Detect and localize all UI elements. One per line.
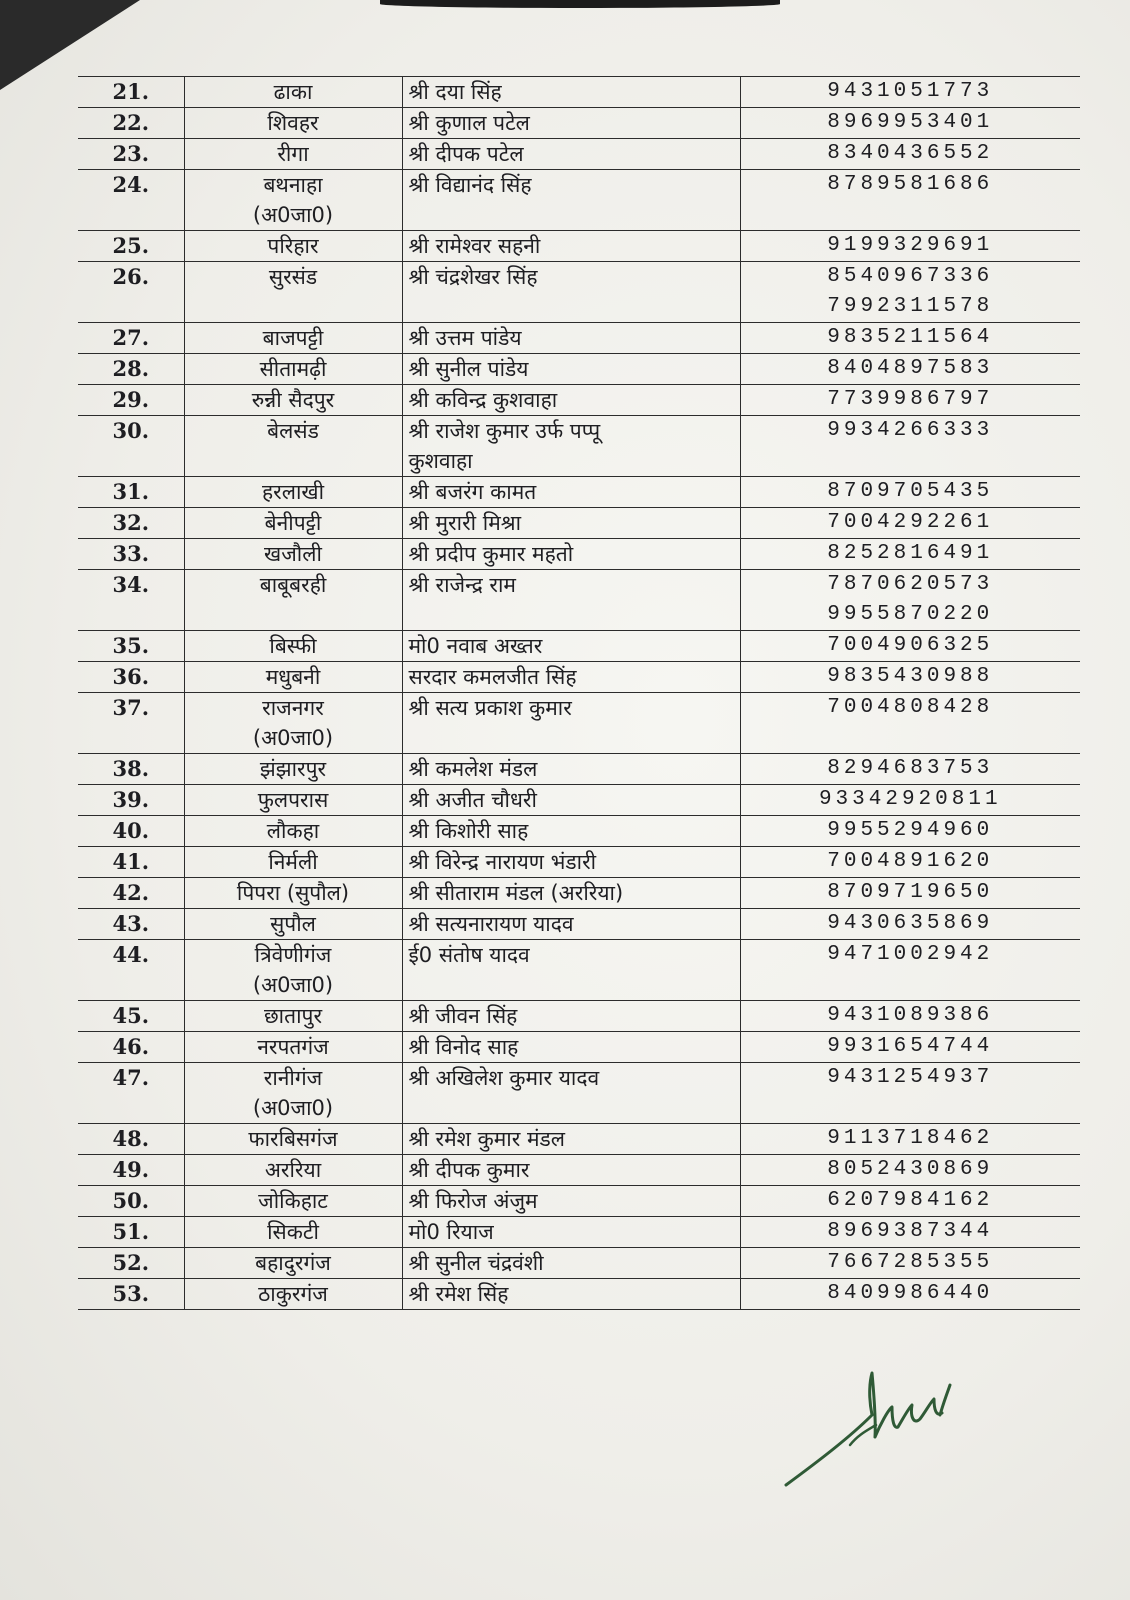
candidate-name-cell-line: श्री प्रदीप कुमार महतो (408, 542, 574, 566)
phone-number-cell (740, 139, 1080, 170)
phone-number-cell (740, 1186, 1080, 1217)
phone-number-cell-line: 8294683753 (827, 757, 994, 780)
serial-number: 27. (78, 323, 184, 354)
constituency-cell (184, 139, 402, 170)
constituency-cell (184, 1001, 402, 1032)
serial-number: 51. (78, 1217, 184, 1248)
table-row (78, 231, 1080, 262)
candidate-name-cell-line: श्री फिरोज अंजुम (408, 1189, 538, 1213)
serial-number: 23. (78, 139, 184, 170)
phone-number-cell-line: 9835430988 (827, 665, 994, 688)
phone-number-cell-line: 8789581686 (827, 173, 994, 196)
constituency-cell-line: लौकहा (266, 819, 320, 843)
table-row (78, 785, 1080, 816)
candidate-name-cell-line: श्री रमेश कुमार मंडल (408, 1127, 566, 1151)
constituency-cell-line: शिवहर (267, 111, 319, 135)
phone-number-cell-line: 9430635869 (827, 912, 994, 935)
candidate-name-cell (402, 785, 740, 816)
signature (780, 1365, 960, 1495)
candidate-name-cell (402, 909, 740, 940)
constituency-cell-line: सिकटी (267, 1220, 319, 1244)
constituency-cell-line: सीतामढ़ी (259, 357, 327, 381)
phone-number-cell-line: 7004808428 (827, 696, 994, 719)
table-row (78, 385, 1080, 416)
table-row (78, 139, 1080, 170)
phone-number-cell-line: 8052430869 (827, 1158, 994, 1181)
candidate-name-cell-line: श्री सत्यनारायण यादव (408, 912, 574, 936)
serial-number: 24. (78, 170, 184, 231)
constituency-cell-line: पिपरा (सुपौल) (236, 881, 350, 905)
table-row (78, 662, 1080, 693)
phone-number-cell-line: 8709719650 (827, 881, 994, 904)
constituency-cell (184, 231, 402, 262)
constituency-cell (184, 1032, 402, 1063)
phone-number-cell (740, 570, 1080, 631)
phone-number-cell-line: 8709705435 (827, 480, 994, 503)
table-row (78, 1248, 1080, 1279)
phone-number-cell (740, 1217, 1080, 1248)
candidate-name-cell-line: श्री कमलेश मंडल (408, 757, 538, 781)
constituency-cell-line: (अ0जा0) (252, 203, 334, 227)
serial-number: 42. (78, 878, 184, 909)
table-row (78, 539, 1080, 570)
serial-number: 45. (78, 1001, 184, 1032)
constituency-cell-line: फारबिसगंज (248, 1127, 338, 1151)
candidate-name-cell-line: श्री राजेश कुमार उर्फ पप्पू (408, 419, 601, 443)
candidate-name-cell-line: श्री सुनील पांडेय (408, 357, 529, 381)
table-row (78, 108, 1080, 139)
table-row (78, 477, 1080, 508)
phone-number-cell (740, 170, 1080, 231)
phone-number-cell (740, 1248, 1080, 1279)
serial-number: 30. (78, 416, 184, 477)
constituency-cell-line: बाजपट्टी (262, 326, 324, 350)
candidate-name-cell (402, 754, 740, 785)
serial-number: 28. (78, 354, 184, 385)
candidate-name-cell-line: श्री दीपक पटेल (408, 142, 524, 166)
phone-number-cell-line: 8252816491 (827, 542, 994, 565)
constituency-cell (184, 570, 402, 631)
candidate-name-cell-line: श्री सीताराम मंडल (अररिया) (408, 881, 624, 905)
phone-number-cell (740, 416, 1080, 477)
phone-number-cell (740, 385, 1080, 416)
phone-number-cell (740, 323, 1080, 354)
candidate-name-cell-line: श्री राजेन्द्र राम (408, 573, 516, 597)
constituency-cell (184, 477, 402, 508)
phone-number-cell (740, 477, 1080, 508)
candidate-name-cell-line: श्री सुनील चंद्रवंशी (408, 1251, 544, 1275)
candidate-name-cell-line: ई0 संतोष यादव (408, 943, 530, 967)
constituency-cell (184, 1248, 402, 1279)
constituency-cell-line: बाबूबरही (259, 573, 327, 597)
phone-number-cell (740, 631, 1080, 662)
phone-number-cell-line: 7004906325 (827, 634, 994, 657)
constituency-cell-line: रुन्नी सैदपुर (251, 388, 335, 412)
phone-number-cell (740, 693, 1080, 754)
table-row (78, 1155, 1080, 1186)
table-row (78, 570, 1080, 631)
constituency-cell-line: ढाका (273, 80, 313, 104)
candidate-name-cell-line: श्री अजीत चौधरी (408, 788, 537, 812)
phone-number-cell-line: 9934266333 (827, 419, 994, 442)
constituency-cell-line: बेलसंड (267, 419, 319, 443)
candidate-name-cell-line: श्री दया सिंह (408, 80, 502, 104)
serial-number: 41. (78, 847, 184, 878)
constituency-cell (184, 816, 402, 847)
constituency-cell-line: सुरसंड (268, 265, 318, 289)
candidate-name-cell-line: श्री रमेश सिंह (408, 1282, 509, 1306)
phone-number-cell (740, 940, 1080, 1001)
candidate-name-cell-line: श्री उत्तम पांडेय (408, 326, 522, 350)
table-row (78, 1124, 1080, 1155)
phone-number-cell-line: 9431089386 (827, 1004, 994, 1027)
phone-number-cell (740, 1001, 1080, 1032)
constituency-cell (184, 940, 402, 1001)
table-row (78, 1032, 1080, 1063)
phone-number-cell-line: 9835211564 (827, 326, 994, 349)
candidate-name-cell (402, 354, 740, 385)
constituency-cell-line: बहादुरगंज (255, 1251, 331, 1275)
candidate-name-cell-line: श्री सत्य प्रकाश कुमार (408, 696, 572, 720)
phone-number-cell (740, 662, 1080, 693)
candidate-name-cell (402, 170, 740, 231)
phone-number-cell-line: 7992311578 (827, 295, 994, 318)
candidate-name-cell-line: श्री कुणाल पटेल (408, 111, 530, 135)
table-row (78, 754, 1080, 785)
phone-number-cell (740, 231, 1080, 262)
phone-number-cell (740, 816, 1080, 847)
phone-number-cell-line: 7004891620 (827, 850, 994, 873)
constituency-cell (184, 1155, 402, 1186)
constituency-cell-line: झंझारपुर (259, 757, 327, 781)
constituency-cell (184, 262, 402, 323)
serial-number: 46. (78, 1032, 184, 1063)
serial-number: 38. (78, 754, 184, 785)
candidate-name-cell (402, 323, 740, 354)
serial-number: 53. (78, 1279, 184, 1310)
serial-number: 36. (78, 662, 184, 693)
candidate-name-cell-line: मो0 नवाब अख्तर (408, 634, 543, 658)
phone-number-cell (740, 1032, 1080, 1063)
phone-number-cell (740, 1279, 1080, 1310)
serial-number: 31. (78, 477, 184, 508)
candidate-name-cell (402, 416, 740, 477)
constituency-cell-line: अररिया (264, 1158, 322, 1182)
serial-number: 50. (78, 1186, 184, 1217)
phone-number-cell-line: 9955870220 (827, 603, 994, 626)
candidate-name-cell (402, 693, 740, 754)
serial-number: 29. (78, 385, 184, 416)
constituency-cell (184, 693, 402, 754)
serial-number: 25. (78, 231, 184, 262)
serial-number: 48. (78, 1124, 184, 1155)
candidate-name-cell (402, 477, 740, 508)
candidate-name-cell-line: श्री जीवन सिंह (408, 1004, 518, 1028)
phone-number-cell (740, 354, 1080, 385)
table-row (78, 1217, 1080, 1248)
phone-number-cell (740, 508, 1080, 539)
constituency-cell (184, 909, 402, 940)
constituency-cell (184, 1063, 402, 1124)
phone-number-cell-line: 8969387344 (827, 1220, 994, 1243)
candidate-name-cell (402, 231, 740, 262)
candidate-name-cell (402, 1155, 740, 1186)
phone-number-cell (740, 1155, 1080, 1186)
table-row (78, 416, 1080, 477)
constituency-cell-line: नरपतगंज (257, 1035, 329, 1059)
constituency-cell-line: रानीगंज (263, 1066, 323, 1090)
phone-number-cell (740, 262, 1080, 323)
table-row (78, 1279, 1080, 1310)
candidate-name-cell-line: कुशवाहा (408, 449, 473, 473)
serial-number: 52. (78, 1248, 184, 1279)
table-row (78, 816, 1080, 847)
phone-number-cell-line: 8969953401 (827, 111, 994, 134)
constituency-cell (184, 847, 402, 878)
constituency-cell (184, 108, 402, 139)
constituency-cell-line: राजनगर (262, 696, 324, 720)
phone-number-cell (740, 847, 1080, 878)
table-row (78, 1001, 1080, 1032)
phone-number-cell-line: 7870620573 (827, 573, 994, 596)
table-row (78, 631, 1080, 662)
phone-number-cell-line: 7739986797 (827, 388, 994, 411)
constituency-cell-line: बिस्फी (269, 634, 317, 658)
constituency-cell-line: हरलाखी (261, 480, 325, 504)
table-row (78, 323, 1080, 354)
constituency-cell-line: परिहार (267, 234, 319, 258)
phone-number-cell-line: 9113718462 (827, 1127, 994, 1150)
candidate-table-body (78, 77, 1080, 1310)
table-row (78, 1063, 1080, 1124)
serial-number: 22. (78, 108, 184, 139)
table-row (78, 170, 1080, 231)
constituency-cell-line: जोकिहाट (258, 1189, 328, 1213)
serial-number: 40. (78, 816, 184, 847)
phone-number-cell (740, 785, 1080, 816)
candidate-name-cell-line: श्री दीपक कुमार (408, 1158, 530, 1182)
phone-number-cell-line: 9955294960 (827, 819, 994, 842)
phone-number-cell-line: 7667285355 (827, 1251, 994, 1274)
phone-number-cell-line: 9931654744 (827, 1035, 994, 1058)
constituency-cell-line: ठाकुरगंज (258, 1282, 328, 1306)
candidate-name-cell (402, 1248, 740, 1279)
candidate-name-cell (402, 77, 740, 108)
table-row (78, 1186, 1080, 1217)
constituency-cell (184, 1279, 402, 1310)
candidate-name-cell-line: श्री कविन्द्र कुशवाहा (408, 388, 558, 412)
candidate-name-cell-line: श्री रामेश्वर सहनी (408, 234, 541, 258)
constituency-cell (184, 1186, 402, 1217)
constituency-cell (184, 1217, 402, 1248)
scan-top-shadow (380, 0, 780, 8)
phone-number-cell-line: 9431051773 (827, 80, 994, 103)
serial-number: 43. (78, 909, 184, 940)
table-row (78, 354, 1080, 385)
phone-number-cell-line: 9471002942 (827, 943, 994, 966)
phone-number-cell-line: 7004292261 (827, 511, 994, 534)
constituency-cell-line: निर्मली (268, 850, 318, 874)
phone-number-cell-line: 8404897583 (827, 357, 994, 380)
candidate-name-cell (402, 508, 740, 539)
candidate-name-cell (402, 816, 740, 847)
constituency-cell-line: बथनाहा (263, 173, 323, 197)
constituency-cell (184, 754, 402, 785)
serial-number: 44. (78, 940, 184, 1001)
serial-number: 21. (78, 77, 184, 108)
table-row (78, 77, 1080, 108)
table-row (78, 878, 1080, 909)
serial-number: 39. (78, 785, 184, 816)
candidate-name-cell-line: मो0 रियाज (408, 1220, 494, 1244)
candidate-name-cell (402, 1124, 740, 1155)
phone-number-cell-line: 9199329691 (827, 234, 994, 257)
candidate-name-cell-line: श्री अखिलेश कुमार यादव (408, 1066, 600, 1090)
constituency-cell-line: छातापुर (263, 1004, 323, 1028)
phone-number-cell (740, 878, 1080, 909)
candidate-name-cell-line: श्री बजरंग कामत (408, 480, 537, 504)
serial-number: 32. (78, 508, 184, 539)
candidate-name-cell (402, 385, 740, 416)
serial-number: 33. (78, 539, 184, 570)
constituency-cell-line: फुलपरास (257, 788, 329, 812)
candidate-name-cell-line: श्री मुरारी मिश्रा (408, 511, 522, 535)
constituency-cell-line: रीगा (277, 142, 309, 166)
serial-number: 49. (78, 1155, 184, 1186)
candidate-name-cell-line: श्री चंद्रशेखर सिंह (408, 265, 538, 289)
candidate-name-cell-line: श्री विनोद साह (408, 1035, 519, 1059)
table-row (78, 508, 1080, 539)
serial-number: 47. (78, 1063, 184, 1124)
phone-number-cell (740, 108, 1080, 139)
candidate-name-cell (402, 1032, 740, 1063)
constituency-cell-line: सुपौल (270, 912, 316, 936)
table-row (78, 693, 1080, 754)
candidate-name-cell (402, 631, 740, 662)
candidate-name-cell (402, 539, 740, 570)
constituency-cell (184, 785, 402, 816)
phone-number-cell-line: 9431254937 (827, 1066, 994, 1089)
constituency-cell (184, 77, 402, 108)
candidate-name-cell-line: श्री विरेन्द्र नारायण भंडारी (408, 850, 597, 874)
constituency-cell (184, 354, 402, 385)
table-row (78, 262, 1080, 323)
candidate-name-cell-line: श्री किशोरी साह (408, 819, 529, 843)
candidate-table (78, 76, 1080, 1310)
constituency-cell (184, 662, 402, 693)
candidate-name-cell (402, 1279, 740, 1310)
constituency-cell (184, 385, 402, 416)
candidate-name-cell (402, 847, 740, 878)
candidate-name-cell (402, 940, 740, 1001)
constituency-cell (184, 539, 402, 570)
candidate-name-cell (402, 1001, 740, 1032)
candidate-name-cell (402, 1186, 740, 1217)
constituency-cell-line: त्रिवेणीगंज (254, 943, 332, 967)
constituency-cell-line: (अ0जा0) (252, 1096, 334, 1120)
phone-number-cell (740, 909, 1080, 940)
phone-number-cell (740, 754, 1080, 785)
candidate-name-cell-line: सरदार कमलजीत सिंह (408, 665, 577, 689)
candidate-name-cell (402, 262, 740, 323)
constituency-cell (184, 1124, 402, 1155)
candidate-name-cell (402, 1217, 740, 1248)
candidate-name-cell (402, 878, 740, 909)
candidate-name-cell (402, 662, 740, 693)
constituency-cell-line: (अ0जा0) (252, 726, 334, 750)
phone-number-cell (740, 77, 1080, 108)
phone-number-cell-line: 6207984162 (827, 1189, 994, 1212)
table-row (78, 940, 1080, 1001)
serial-number: 26. (78, 262, 184, 323)
serial-number: 35. (78, 631, 184, 662)
phone-number-cell (740, 539, 1080, 570)
constituency-cell-line: (अ0जा0) (252, 973, 334, 997)
constituency-cell-line: खजौली (264, 542, 322, 566)
phone-number-cell-line: 8409986440 (827, 1282, 994, 1305)
candidate-name-cell (402, 108, 740, 139)
phone-number-cell (740, 1063, 1080, 1124)
candidate-name-cell (402, 1063, 740, 1124)
constituency-cell (184, 170, 402, 231)
constituency-cell (184, 631, 402, 662)
constituency-cell (184, 878, 402, 909)
constituency-cell (184, 323, 402, 354)
phone-number-cell-line: 8340436552 (827, 142, 994, 165)
constituency-cell-line: मधुबनी (265, 665, 321, 689)
table-row (78, 909, 1080, 940)
constituency-cell (184, 508, 402, 539)
phone-number-cell-line: 8540967336 (827, 265, 994, 288)
constituency-cell (184, 416, 402, 477)
candidate-name-cell-line: श्री विद्यानंद सिंह (408, 173, 532, 197)
serial-number: 37. (78, 693, 184, 754)
constituency-cell-line: बेनीपट्टी (264, 511, 322, 535)
candidate-name-cell (402, 570, 740, 631)
serial-number: 34. (78, 570, 184, 631)
candidate-name-cell (402, 139, 740, 170)
phone-number-cell (740, 1124, 1080, 1155)
phone-number-cell-line: 93342920811 (818, 788, 1002, 811)
table-row (78, 847, 1080, 878)
